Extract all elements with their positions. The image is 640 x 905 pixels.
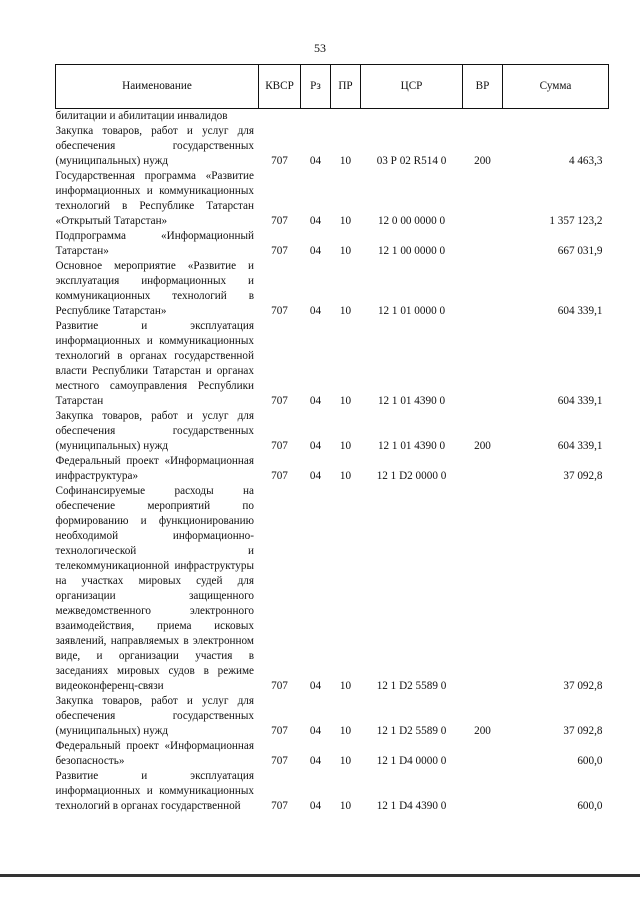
cell-name: Софинансируемые расходы на обеспечение мероприятий по формированию и функционированию необходимой информационно-технологической и телекоммуникационной инфраструктуры на участках мировых судей для организации защищенного межведомственного электронного взаимодействия, приема исковых заявлений, направляемых в электронном виде, и организации участия в заседаниях мировых судов в режиме видеоконференц-связи xyxy=(55,485,254,692)
cell-sum: 604 339,1 xyxy=(557,440,603,452)
cell-csr: 12 1 01 4390 0 xyxy=(377,395,446,407)
cell-pr: 10 xyxy=(339,155,352,167)
cell-vr xyxy=(463,739,503,769)
cell-vr xyxy=(463,229,503,259)
budget-table xyxy=(55,64,609,814)
cell-csr: 03 Р 02 R514 0 xyxy=(376,155,447,167)
table-row xyxy=(56,229,609,259)
header-sum: Сумма xyxy=(503,65,609,109)
cell-kvsr: 707 xyxy=(271,245,288,257)
cell-name: билитации и абилитации инвалидов xyxy=(55,110,228,122)
cell-name: Федеральный проект «Информационная безопасность» xyxy=(55,740,254,767)
cell-rz: 04 xyxy=(309,305,322,317)
header-vr: ВР xyxy=(463,65,503,109)
cell-sum: 667 031,9 xyxy=(557,245,603,257)
header-kvsr: КВСР xyxy=(259,65,301,109)
table-row xyxy=(56,694,609,739)
cell-pr: 10 xyxy=(339,725,352,737)
cell-csr xyxy=(361,109,463,125)
cell-name: Развитие и эксплуатация информационных и коммуникационных технологий в органах государственной власти Республики Татарстан и органах местного самоуправления Республики Татарстан xyxy=(55,320,254,407)
cell-sum: 37 092,8 xyxy=(563,470,603,482)
cell-csr: 12 1 D2 5589 0 xyxy=(376,725,447,737)
cell-csr: 12 1 D4 0000 0 xyxy=(376,755,447,767)
cell-sum: 4 463,3 xyxy=(568,155,603,167)
cell-rz: 04 xyxy=(309,215,322,227)
cell-rz: 04 xyxy=(309,725,322,737)
cell-name: Закупка товаров, работ и услуг для обеспечения государственных (муниципальных) нужд xyxy=(55,410,254,452)
table-body xyxy=(56,109,609,815)
cell-name: Основное мероприятие «Развитие и эксплуатация информационных и коммуникационных технологий в Республике Татарстан» xyxy=(55,260,254,317)
cell-name: Закупка товаров, работ и услуг для обеспечения государственных (муниципальных) нужд xyxy=(55,125,254,167)
cell-pr: 10 xyxy=(339,395,352,407)
cell-vr: 200 xyxy=(474,440,491,452)
cell-kvsr: 707 xyxy=(271,725,288,737)
table-row xyxy=(56,769,609,814)
table-row xyxy=(56,484,609,694)
cell-sum: 600,0 xyxy=(577,755,603,767)
cell-rz: 04 xyxy=(309,470,322,482)
cell-csr: 12 1 01 4390 0 xyxy=(377,440,446,452)
page-bottom-edge xyxy=(0,874,640,877)
cell-vr: 200 xyxy=(474,725,491,737)
cell-vr xyxy=(463,109,503,125)
cell-vr xyxy=(463,454,503,484)
cell-vr: 200 xyxy=(474,155,491,167)
header-rz: Рз xyxy=(301,65,331,109)
cell-rz: 04 xyxy=(309,395,322,407)
cell-kvsr: 707 xyxy=(271,470,288,482)
cell-sum: 604 339,1 xyxy=(557,305,603,317)
table-row xyxy=(56,124,609,169)
cell-sum: 37 092,8 xyxy=(563,725,603,737)
cell-sum: 604 339,1 xyxy=(557,395,603,407)
cell-name: Государственная программа «Развитие информационных и коммуникационных технологий в Республике Татарстан «Открытый Татарстан» xyxy=(55,170,254,227)
cell-rz: 04 xyxy=(309,755,322,767)
cell-csr: 12 1 D2 0000 0 xyxy=(376,470,447,482)
cell-rz: 04 xyxy=(309,680,322,692)
cell-kvsr: 707 xyxy=(271,680,288,692)
table-row xyxy=(56,409,609,454)
cell-rz: 04 xyxy=(309,245,322,257)
table-row xyxy=(56,454,609,484)
cell-sum: 1 357 123,2 xyxy=(549,215,603,227)
cell-vr xyxy=(463,319,503,409)
cell-name: Федеральный проект «Информационная инфраструктура» xyxy=(55,455,254,482)
cell-kvsr: 707 xyxy=(271,755,288,767)
cell-csr: 12 1 D2 5589 0 xyxy=(376,680,447,692)
page-number: 53 xyxy=(314,41,326,55)
cell-kvsr: 707 xyxy=(271,395,288,407)
cell-vr xyxy=(463,769,503,814)
cell-pr: 10 xyxy=(339,215,352,227)
cell-rz: 04 xyxy=(309,155,322,167)
cell-pr xyxy=(331,109,361,125)
header-pr: ПР xyxy=(331,65,361,109)
cell-rz xyxy=(301,109,331,125)
cell-name: Подпрограмма «Информационный Татарстан» xyxy=(55,230,254,257)
cell-sum: 37 092,8 xyxy=(563,680,603,692)
cell-vr xyxy=(463,259,503,319)
cell-csr: 12 1 01 0000 0 xyxy=(377,305,446,317)
cell-pr: 10 xyxy=(339,305,352,317)
cell-kvsr: 707 xyxy=(271,440,288,452)
cell-kvsr xyxy=(259,109,301,125)
cell-vr xyxy=(463,169,503,229)
cell-sum: 600,0 xyxy=(577,800,603,812)
cell-csr: 12 1 D4 4390 0 xyxy=(376,800,447,812)
cell-pr: 10 xyxy=(339,470,352,482)
cell-kvsr: 707 xyxy=(271,155,288,167)
cell-pr: 10 xyxy=(339,755,352,767)
cell-csr: 12 1 00 0000 0 xyxy=(377,245,446,257)
table-row xyxy=(56,109,609,125)
cell-pr: 10 xyxy=(339,245,352,257)
table-row xyxy=(56,739,609,769)
cell-name: Развитие и эксплуатация информационных и коммуникационных технологий в органах государственной xyxy=(55,770,254,812)
cell-rz: 04 xyxy=(309,440,322,452)
cell-name: Закупка товаров, работ и услуг для обеспечения государственных (муниципальных) нужд xyxy=(55,695,254,737)
table-header-row xyxy=(56,65,609,109)
table-row xyxy=(56,169,609,229)
cell-kvsr: 707 xyxy=(271,800,288,812)
cell-pr: 10 xyxy=(339,800,352,812)
cell-pr: 10 xyxy=(339,440,352,452)
header-name: Наименование xyxy=(56,65,259,109)
cell-vr xyxy=(463,484,503,694)
cell-kvsr: 707 xyxy=(271,305,288,317)
header-csr: ЦСР xyxy=(361,65,463,109)
cell-sum xyxy=(503,109,609,125)
cell-rz: 04 xyxy=(309,800,322,812)
table-row xyxy=(56,319,609,409)
table-row xyxy=(56,259,609,319)
cell-kvsr: 707 xyxy=(271,215,288,227)
cell-pr: 10 xyxy=(339,680,352,692)
cell-csr: 12 0 00 0000 0 xyxy=(377,215,446,227)
